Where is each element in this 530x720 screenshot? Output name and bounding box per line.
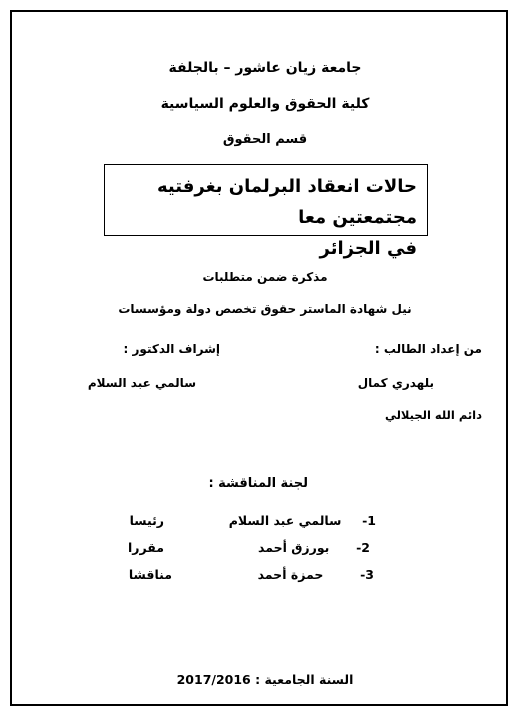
committee-member-name: حمزة أحمد [257, 567, 324, 582]
thesis-title-line-2: في الجزائر [319, 238, 417, 259]
page-border [10, 10, 508, 706]
student-name-2: دائم الله الجيلالي [384, 408, 482, 422]
student-name-1: بلهدري كمال [357, 376, 434, 390]
committee-member-1 [229, 513, 376, 528]
supervisor-name: سالمي عبد السلام [87, 376, 196, 390]
committee-member-3 [258, 567, 374, 582]
committee-member-number: 2- [356, 540, 370, 555]
academic-year [0, 672, 530, 687]
committee-member-number: 1- [362, 513, 376, 528]
thesis-title-line-1: حالات انعقاد البرلمان بغرفتيه مجتمعتين معا [157, 176, 417, 228]
memo-line-1: مذكرة ضمن متطلبات [202, 270, 328, 284]
committee-member-role: رئيسا [129, 513, 164, 528]
department-name: قسم الحقوق [222, 132, 308, 147]
committee-member-2 [258, 540, 370, 555]
university-name: جامعة زيان عاشور – بالجلفة [168, 60, 362, 76]
committee-member-name: سالمي عبد السلام [228, 513, 342, 528]
faculty-name: كلية الحقوق والعلوم السياسية [160, 96, 370, 112]
academic-year-label: السنة الجامعية : [255, 672, 354, 687]
memo-line-2: نيل شهادة الماستر حقوق تخصص دولة ومؤسسات [118, 302, 412, 316]
committee-heading: لجنة المناقشة : [208, 476, 308, 491]
thesis-title-box [104, 164, 428, 259]
academic-year-value: 2017/2016 [176, 672, 251, 687]
committee-member-role: مناقشا [128, 567, 172, 582]
committee-member-name: بورزق أحمد [258, 540, 330, 555]
students-label: من إعداد الطالب : [374, 342, 482, 356]
committee-member-number: 3- [360, 567, 374, 582]
supervisor-label: إشراف الدكتور : [123, 342, 220, 356]
committee-member-role: مقررا [128, 540, 164, 555]
